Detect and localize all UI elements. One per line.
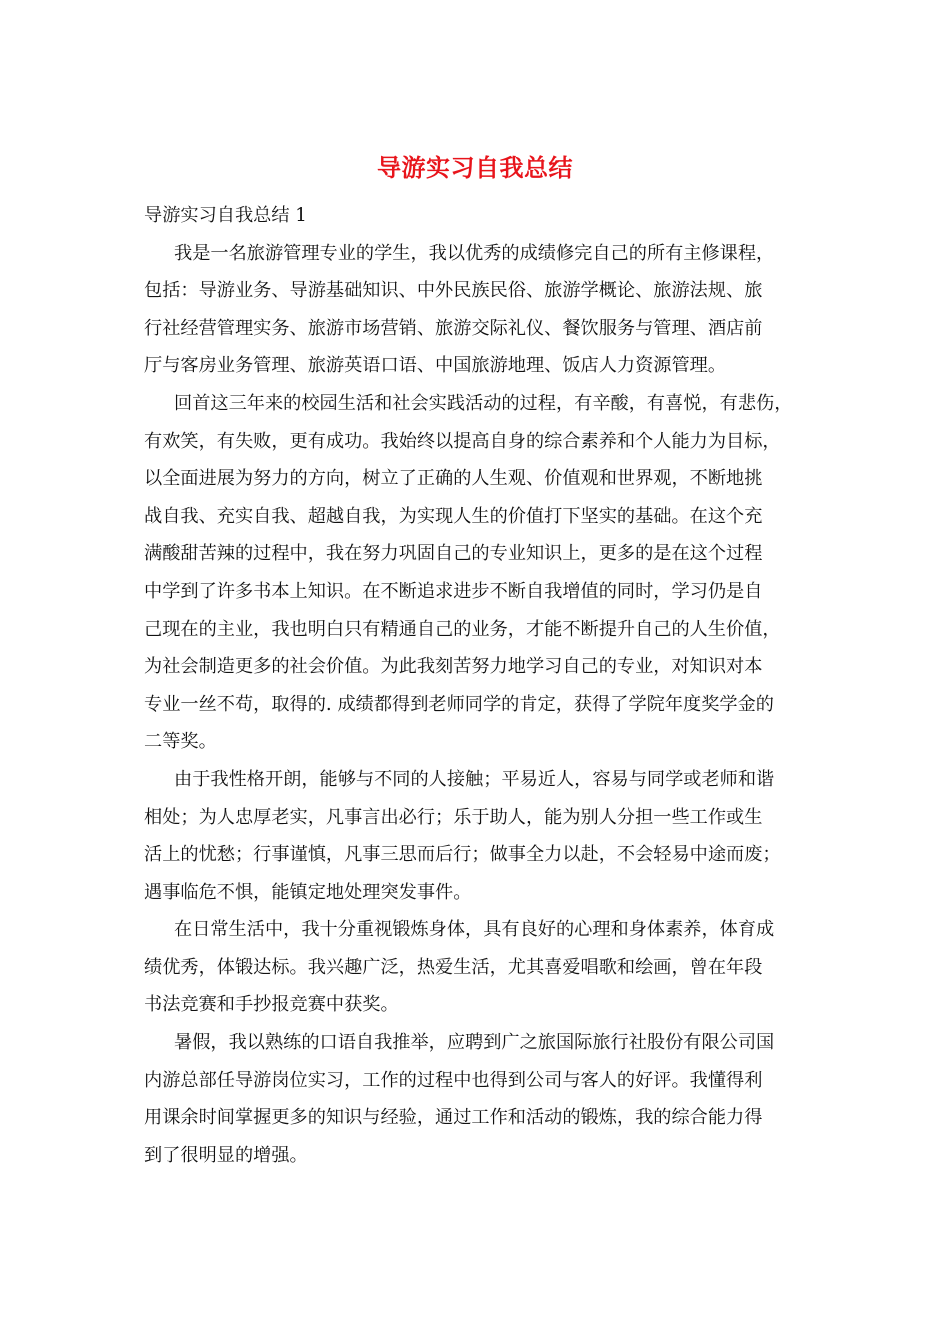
paragraph-line: 专业一丝不苟，取得的. 成绩都得到老师同学的肯定，获得了学院年度奖学金的 (144, 693, 774, 715)
document-body (144, 197, 812, 1174)
paragraph-line: 绩优秀，体锻达标。我兴趣广泛，热爱生活，尤其喜爱唱歌和绘画，曾在年段 (144, 956, 763, 978)
paragraph-reflection (144, 385, 812, 761)
paragraph-line: 到了很明显的增强。 (144, 1144, 308, 1166)
paragraph-line: 己现在的主业，我也明白只有精通自己的业务，才能不断提升自己的人生价值， (144, 618, 781, 640)
paragraph-line: 中学到了许多书本上知识。在不断追求进步不断自我增值的同时，学习仍是自 (144, 580, 763, 602)
paragraph-line: 内游总部任导游岗位实习，工作的过程中也得到公司与客人的好评。我懂得利 (144, 1069, 763, 1091)
paragraph-line: 包括：导游业务、导游基础知识、中外民族民俗、旅游学概论、旅游法规、旅 (144, 280, 763, 302)
paragraph-personality (144, 761, 812, 911)
paragraph-internship (144, 1024, 812, 1174)
paragraph-line: 二等奖。 (144, 731, 217, 753)
paragraph-courses (144, 235, 812, 385)
paragraph-line: 由于我性格开朗，能够与不同的人接触；平易近人，容易与同学或老师和谐 (174, 768, 775, 790)
paragraph-line: 厅与客房业务管理、旅游英语口语、中国旅游地理、饭店人力资源管理。 (144, 355, 727, 377)
document-title: 导游实习自我总结 (377, 153, 573, 182)
paragraph-line: 以全面进展为努力的方向，树立了正确的人生观、价值观和世界观，不断地挑 (144, 468, 763, 490)
paragraph-line: 战自我、充实自我、超越自我，为实现人生的价值打下坚实的基础。在这个充 (144, 505, 763, 527)
paragraph-line: 相处；为人忠厚老实，凡事言出必行；乐于助人，能为别人分担一些工作或生 (144, 806, 763, 828)
paragraph-line: 为社会制造更多的社会价值。为此我刻苦努力地学习自己的专业，对知识对本 (144, 656, 763, 678)
paragraph-line: 在日常生活中，我十分重视锻炼身体，具有良好的心理和身体素养，体育成 (174, 919, 775, 941)
section-heading: 导游实习自我总结 1 (144, 205, 307, 226)
paragraph-line: 回首这三年来的校园生活和社会实践活动的过程，有辛酸，有喜悦，有悲伤， (174, 392, 793, 414)
paragraph-line: 我是一名旅游管理专业的学生，我以优秀的成绩修完自己的所有主修课程， (174, 242, 775, 264)
paragraph-line: 暑假，我以熟练的口语自我推举，应聘到广之旅国际旅行社股份有限公司国 (174, 1032, 775, 1054)
paragraph-line: 活上的忧愁；行事谨慎，凡事三思而后行；做事全力以赴，不会轻易中途而废； (144, 844, 781, 866)
paragraph-line: 书法竞赛和手抄报竞赛中获奖。 (144, 994, 399, 1016)
paragraph-line: 行社经营管理实务、旅游市场营销、旅游交际礼仪、餐饮服务与管理、酒店前 (144, 317, 763, 339)
paragraph-line: 有欢笑，有失败，更有成功。我始终以提高自身的综合素养和个人能力为目标， (144, 430, 781, 452)
paragraph-line: 满酸甜苦辣的过程中，我在努力巩固自己的专业知识上，更多的是在这个过程 (144, 543, 763, 565)
paragraph-line: 遇事临危不惧，能镇定地处理突发事件。 (144, 881, 472, 903)
paragraph-line: 用课余时间掌握更多的知识与经验，通过工作和活动的锻炼，我的综合能力得 (144, 1107, 763, 1129)
paragraph-daily-life (144, 911, 812, 1024)
